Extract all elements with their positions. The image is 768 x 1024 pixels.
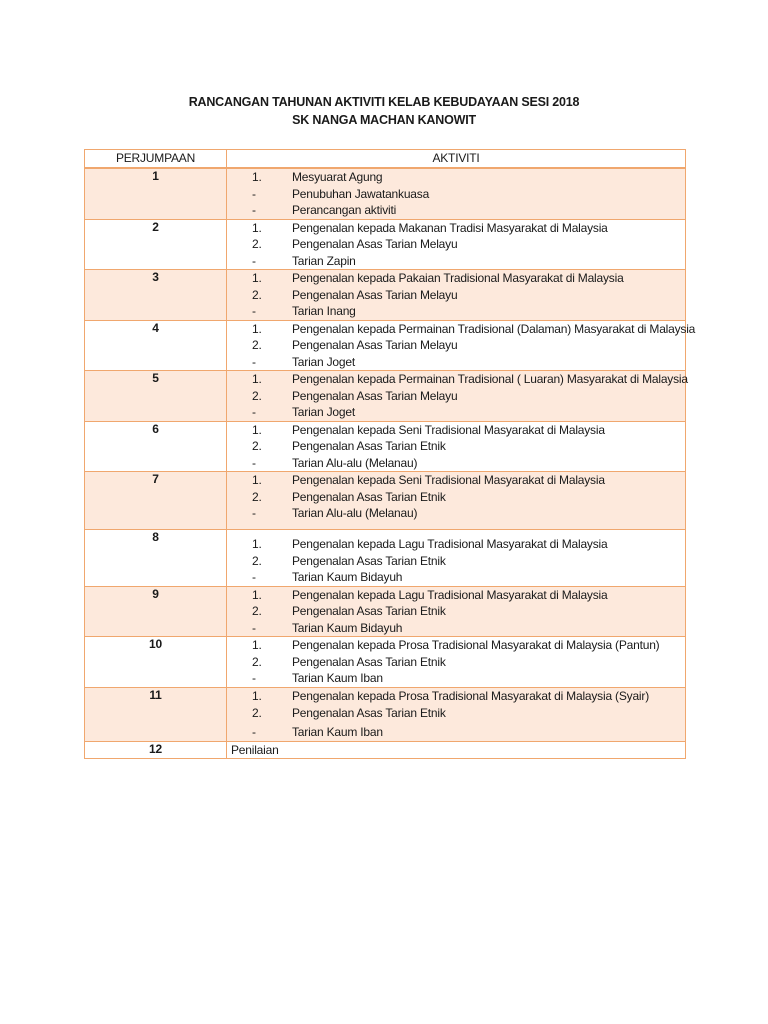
item-marker: 2. — [252, 553, 262, 568]
meeting-number: 8 — [85, 530, 227, 587]
item-marker: - — [252, 671, 256, 685]
activity-item — [227, 422, 685, 439]
activity-cell — [227, 637, 686, 688]
item-text: Tarian Joget — [292, 354, 355, 369]
activity-item — [227, 620, 685, 637]
meeting-number: 3 — [85, 270, 227, 321]
item-text: Pengenalan Asas Tarian Etnik — [292, 706, 446, 720]
activity-item — [227, 287, 685, 304]
activity-cell — [227, 320, 696, 371]
activity-item — [227, 654, 685, 671]
meeting-number: 7 — [85, 472, 227, 530]
item-text: Pengenalan Asas Tarian Etnik — [292, 439, 446, 453]
item-text: Pengenalan Asas Tarian Etnik — [292, 553, 446, 568]
item-marker: 1. — [252, 422, 262, 437]
table-row — [85, 270, 686, 321]
activity-cell — [227, 421, 686, 472]
table-row — [85, 530, 686, 587]
activity-item — [227, 337, 685, 354]
item-text: Pengenalan Asas Tarian Melayu — [292, 338, 458, 352]
activity-item — [227, 169, 685, 186]
activity-item — [227, 637, 685, 654]
item-text: Pengenalan kepada Seni Tradisional Masyarakat di Malaysia — [292, 422, 605, 437]
meeting-number: 1 — [85, 168, 227, 219]
activity-item — [227, 270, 685, 287]
item-text: Pengenalan kepada Prosa Tradisional Masyarakat di Malaysia (Pantun) — [292, 638, 660, 652]
item-text: Pengenalan kepada Permainan Tradisional ( Luaran) Masyarakat di Malaysia — [292, 372, 688, 386]
activity-item — [227, 553, 685, 570]
meeting-number: 2 — [85, 219, 227, 270]
item-text: Tarian Zapin — [292, 253, 356, 268]
item-marker: 2. — [252, 388, 262, 403]
table-row — [85, 168, 686, 219]
item-text: Pengenalan Asas Tarian Etnik — [292, 489, 446, 504]
meeting-number: 9 — [85, 586, 227, 637]
item-marker: - — [252, 506, 256, 520]
activity-item — [227, 321, 696, 338]
document-subtitle: SK NANGA MACHAN KANOWIT — [292, 113, 476, 127]
activity-cell — [227, 219, 686, 270]
item-text: Tarian Alu-alu (Melanau) — [292, 506, 418, 520]
activity-item — [227, 536, 685, 553]
activity-item — [227, 202, 685, 219]
item-marker: 2. — [252, 604, 262, 618]
activity-item — [227, 455, 685, 472]
activity-item — [227, 354, 685, 371]
item-marker: - — [252, 354, 256, 369]
item-marker: - — [252, 203, 256, 217]
item-text: Pengenalan Asas Tarian Etnik — [292, 654, 446, 669]
item-text: Tarian Kaum Iban — [292, 725, 383, 739]
table-row — [85, 472, 686, 530]
activity-item — [227, 186, 685, 203]
item-marker: 1. — [252, 537, 262, 551]
meeting-number: 6 — [85, 421, 227, 472]
activity-cell — [227, 687, 686, 742]
activity-item — [227, 388, 685, 405]
table-row — [85, 371, 686, 422]
meeting-number: 10 — [85, 637, 227, 688]
activity-item — [227, 723, 685, 741]
item-marker: 1. — [252, 587, 262, 602]
document-title: RANCANGAN TAHUNAN AKTIVITI KELAB KEBUDAYAAN SESI 2018 — [188, 95, 580, 109]
table-row — [85, 219, 686, 270]
item-marker: 1. — [252, 638, 262, 652]
item-marker: - — [252, 405, 256, 419]
activity-item — [227, 670, 685, 687]
activity-item — [227, 220, 685, 237]
activity-item — [227, 704, 685, 723]
item-marker: - — [252, 570, 256, 584]
item-text: Tarian Kaum Iban — [292, 671, 383, 685]
activity-item — [227, 404, 685, 421]
table-row — [85, 687, 686, 742]
activity-item — [227, 236, 685, 253]
item-text: Tarian Joget — [292, 405, 355, 419]
table-header-row — [85, 150, 686, 169]
activity-item — [227, 587, 685, 604]
item-text: Tarian Kaum Bidayuh — [292, 570, 403, 584]
activity-cell — [227, 742, 686, 759]
activity-item — [227, 438, 685, 455]
item-marker: - — [252, 620, 256, 635]
activity-item — [227, 489, 685, 506]
item-text: Pengenalan kepada Prosa Tradisional Masyarakat di Malaysia (Syair) — [292, 688, 649, 703]
activity-item — [227, 253, 685, 270]
activity-item — [227, 303, 685, 320]
item-text: Tarian Alu-alu (Melanau) — [292, 455, 418, 470]
item-marker: 1. — [252, 220, 262, 235]
item-text: Penubuhan Jawatankuasa — [292, 186, 430, 201]
header-perjumpaan: PERJUMPAAN — [85, 150, 227, 169]
item-text: Pengenalan Asas Tarian Melayu — [292, 237, 458, 251]
meeting-number: 4 — [85, 320, 227, 371]
item-marker: 1. — [252, 372, 262, 386]
item-marker: 2. — [252, 706, 262, 720]
activity-cell — [227, 371, 686, 422]
table-row — [85, 637, 686, 688]
item-marker: 1. — [252, 688, 262, 703]
table-row — [85, 320, 686, 371]
item-marker: 2. — [252, 439, 262, 453]
item-text: Pengenalan Asas Tarian Etnik — [292, 604, 446, 618]
meeting-number: 11 — [85, 687, 227, 742]
activity-item — [227, 688, 685, 705]
item-marker: - — [252, 725, 256, 739]
item-marker: 1. — [252, 170, 262, 184]
item-text: Pengenalan kepada Seni Tradisional Masyarakat di Malaysia — [292, 473, 605, 487]
item-text: Pengenalan Asas Tarian Melayu — [292, 388, 458, 403]
meeting-number: 5 — [85, 371, 227, 422]
activity-plan-table — [84, 149, 696, 759]
activity-text: Penilaian — [231, 743, 279, 757]
item-marker: - — [252, 186, 256, 201]
item-text: Tarian Inang — [292, 304, 356, 318]
item-marker: 1. — [252, 321, 262, 336]
item-text: Pengenalan kepada Makanan Tradisi Masyarakat di Malaysia — [292, 220, 608, 235]
activity-item — [227, 569, 685, 586]
item-text: Mesyuarat Agung — [292, 170, 383, 184]
header-aktiviti: AKTIVITI — [227, 150, 686, 169]
item-text: Pengenalan kepada Lagu Tradisional Masyarakat di Malaysia — [292, 537, 608, 551]
item-marker: - — [252, 253, 256, 268]
item-text: Pengenalan Asas Tarian Melayu — [292, 287, 458, 302]
activity-cell — [227, 270, 686, 321]
meeting-number: 12 — [85, 742, 227, 759]
table-body — [85, 168, 696, 759]
item-marker: - — [252, 455, 256, 470]
item-marker: - — [252, 304, 256, 318]
activity-cell — [227, 168, 686, 219]
item-marker: 2. — [252, 338, 262, 352]
activity-cell — [227, 586, 686, 637]
activity-item — [227, 472, 685, 489]
table-row — [85, 586, 686, 637]
item-text: Pengenalan kepada Lagu Tradisional Masyarakat di Malaysia — [292, 587, 608, 602]
item-marker: 2. — [252, 287, 262, 302]
activity-cell — [227, 472, 686, 530]
item-text: Pengenalan kepada Pakaian Tradisional Masyarakat di Malaysia — [292, 271, 624, 285]
item-marker: 2. — [252, 237, 262, 251]
item-marker: 2. — [252, 489, 262, 504]
item-text: Tarian Kaum Bidayuh — [292, 620, 403, 635]
activity-cell — [227, 530, 686, 587]
item-marker: 1. — [252, 271, 262, 285]
item-text: Pengenalan kepada Permainan Tradisional (Dalaman) Masyarakat di Malaysia — [292, 321, 696, 336]
activity-item — [227, 371, 688, 388]
activity-item — [227, 505, 685, 522]
activity-item — [227, 603, 685, 620]
table-row — [85, 742, 686, 759]
table-row — [85, 421, 686, 472]
item-text: Perancangan aktiviti — [292, 203, 397, 217]
item-marker: 2. — [252, 654, 262, 669]
item-marker: 1. — [252, 473, 262, 487]
